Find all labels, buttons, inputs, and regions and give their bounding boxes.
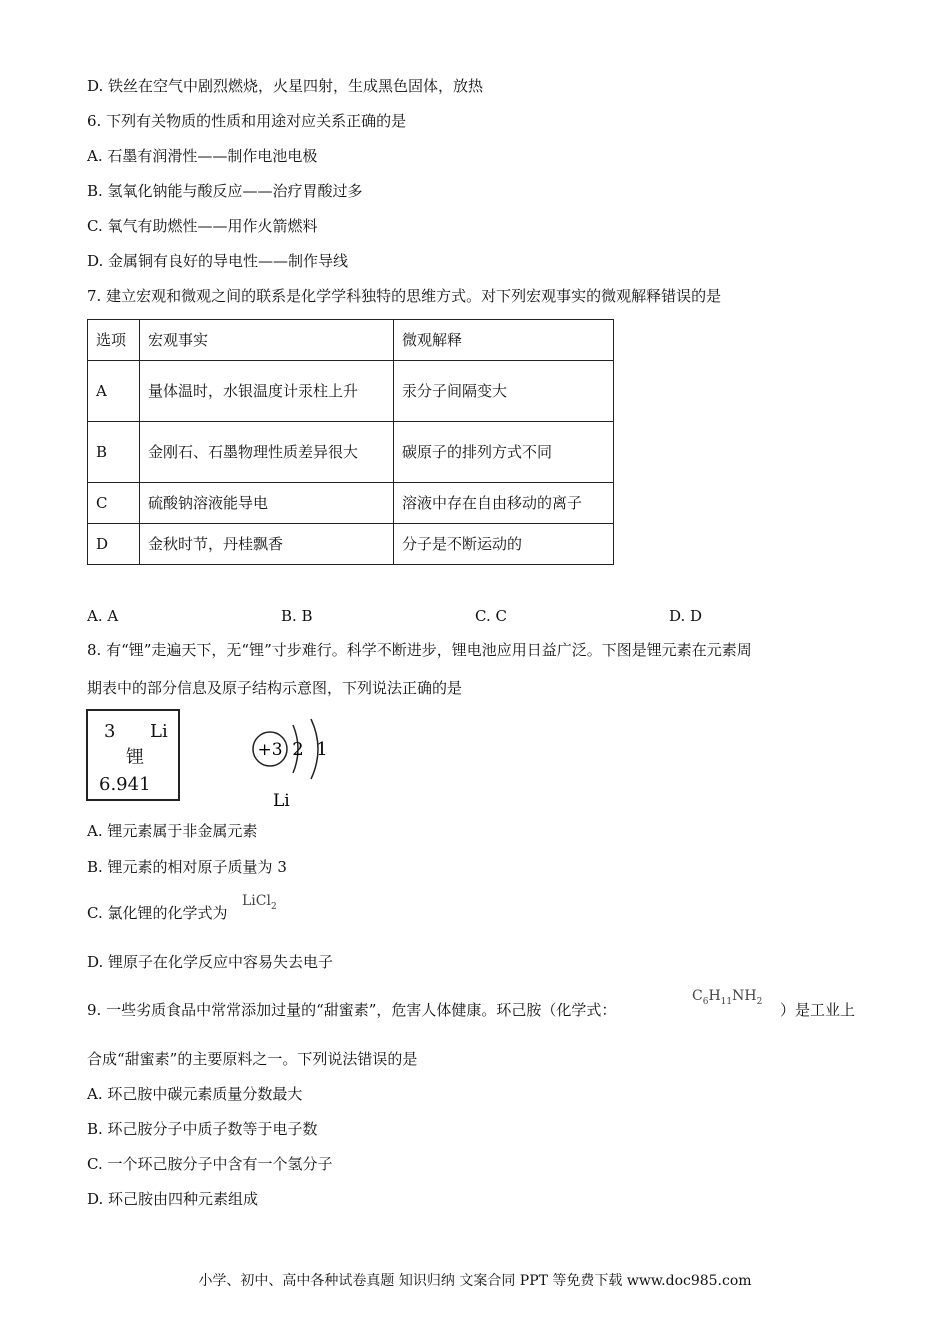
table-row xyxy=(88,361,614,422)
table-cell: 金刚石、石墨物理性质差异很大 xyxy=(140,422,394,483)
element-name: 锂 xyxy=(126,747,144,768)
periodic-table-cell xyxy=(86,709,180,801)
atom-label: Li xyxy=(273,791,290,811)
q8-option-a: A. 锂元素属于非金属元素 xyxy=(87,822,258,840)
q7-table xyxy=(87,319,614,565)
q6-option-c: C. 氧气有助燃性——用作火箭燃料 xyxy=(87,217,318,235)
shell-1-electrons: 2 xyxy=(292,739,304,760)
q9-stem-1b: ）是工业上 xyxy=(780,1001,856,1019)
table-header: 宏观事实 xyxy=(140,320,394,361)
q9-stem-2: 合成“甜蜜素”的主要原料之一。下列说法错误的是 xyxy=(87,1050,418,1068)
q9-option-c: C. 一个环己胺分子中含有一个氢分子 xyxy=(87,1155,333,1173)
q6-option-a: A. 石墨有润滑性——制作电池电极 xyxy=(87,147,318,165)
element-symbol: Li xyxy=(150,721,168,742)
q8-stem-2: 期表中的部分信息及原子结构示意图，下列说法正确的是 xyxy=(87,679,463,697)
table-header: 选项 xyxy=(88,320,140,361)
atomic-number: 3 xyxy=(104,721,116,742)
licl2-formula xyxy=(242,893,277,912)
formula-text: LiCl xyxy=(242,893,271,909)
formula-subscript: 2 xyxy=(756,996,763,1007)
q6-option-b: B. 氢氧化钠能与酸反应——治疗胃酸过多 xyxy=(87,182,363,200)
table-row xyxy=(88,524,614,565)
table-cell: A xyxy=(88,361,140,422)
atomic-mass: 6.941 xyxy=(99,774,151,795)
table-cell: 硫酸钠溶液能导电 xyxy=(140,483,394,524)
formula-subscript: 6 xyxy=(702,996,709,1007)
atom-structure-diagram xyxy=(240,705,350,815)
table-cell: 分子是不断运动的 xyxy=(394,524,614,565)
q7-option-b: B. B xyxy=(281,607,313,625)
q6-option-d: D. 金属铜有良好的导电性——制作导线 xyxy=(87,252,349,270)
nucleus-charge: +3 xyxy=(257,740,283,760)
q9-option-a: A. 环己胺中碳元素质量分数最大 xyxy=(87,1085,303,1103)
table-row xyxy=(88,483,614,524)
formula-subscript: 11 xyxy=(720,996,733,1007)
table-cell: B xyxy=(88,422,140,483)
formula-text: NH xyxy=(732,988,757,1004)
q8-option-c: C. 氯化锂的化学式为 xyxy=(87,904,228,922)
q7-option-a: A. A xyxy=(87,607,119,625)
table-cell: 碳原子的排列方式不同 xyxy=(394,422,614,483)
table-row xyxy=(88,422,614,483)
formula-text: C xyxy=(692,988,703,1004)
q9-stem-1a: 9. 一些劣质食品中常常添加过量的“甜蜜素”，危害人体健康。环己胺（化学式： xyxy=(87,1001,617,1019)
q9-option-b: B. 环己胺分子中质子数等于电子数 xyxy=(87,1120,318,1138)
table-cell: 溶液中存在自由移动的离子 xyxy=(394,483,614,524)
formula-subscript: 2 xyxy=(270,901,277,912)
q7-stem: 7. 建立宏观和微观之间的联系是化学学科独特的思维方式。对下列宏观事实的微观解释错误的是 xyxy=(87,287,722,305)
formula-text: H xyxy=(708,988,721,1004)
table-header-row xyxy=(88,320,614,361)
table-cell: 汞分子间隔变大 xyxy=(394,361,614,422)
table-cell: 金秋时节，丹桂飘香 xyxy=(140,524,394,565)
table-cell: D xyxy=(88,524,140,565)
table-cell: 量体温时，水银温度计汞柱上升 xyxy=(140,361,394,422)
q8-option-b: B. 锂元素的相对原子质量为 3 xyxy=(87,858,287,876)
table-cell: C xyxy=(88,483,140,524)
cyclohexylamine-formula xyxy=(692,988,762,1007)
q8-option-d: D. 锂原子在化学反应中容易失去电子 xyxy=(87,953,334,971)
q7-option-d: D. D xyxy=(669,607,703,625)
shell-2-electrons: 1 xyxy=(316,739,328,760)
q5-option-d: D. 铁丝在空气中剧烈燃烧，火星四射，生成黑色固体，放热 xyxy=(87,77,484,95)
q8-stem-1: 8. 有“锂”走遍天下，无“锂”寸步难行。科学不断进步，锂电池应用日益广泛。下图是锂元素在元素周 xyxy=(87,641,752,659)
q6-stem: 6. 下列有关物质的性质和用途对应关系正确的是 xyxy=(87,112,407,130)
q9-option-d: D. 环己胺由四种元素组成 xyxy=(87,1190,259,1208)
q7-option-c: C. C xyxy=(475,607,507,625)
page-footer: 小学、初中、高中各种试卷真题 知识归纳 文案合同 PPT 等免费下载 www.doc985.com xyxy=(198,1273,752,1289)
table-header: 微观解释 xyxy=(394,320,614,361)
